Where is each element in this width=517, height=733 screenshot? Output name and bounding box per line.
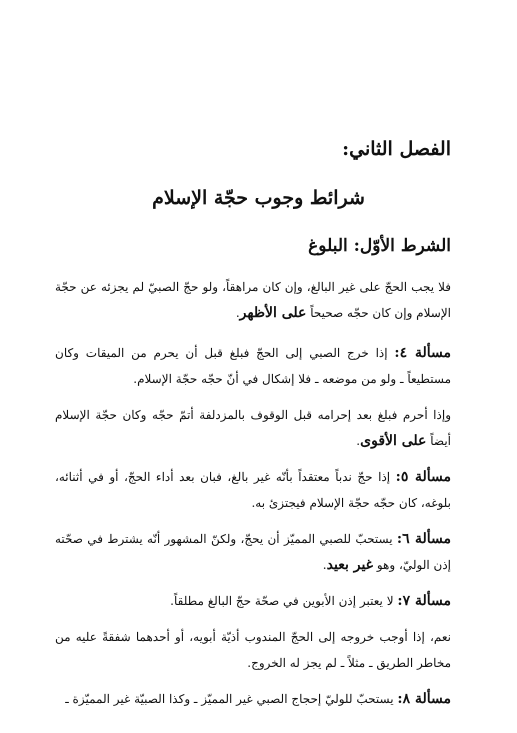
paragraph-text: وإذا أحرم فبلغ بعد إحرامه قبل الوقوف بالمزدلفة أتمّ حجّه وكان حجّة الإسلام أيضاً (55, 408, 451, 448)
paragraph-intro: فلا يجب الحجّ على غير البالغ، وإن كان مراهقاً، ولو حجّ الصبيّ لم يجزئه عن حجّة الإسلام وإن كان حجّه صحيحاً على الأظهر. (55, 280, 451, 321)
paragraph-text: إذا حجّ ندباً معتقداً بأنّه غير بالغ، فبان بعد أداء الحجّ، أو في أثنائه، بلوغه، كان حجّه حجّة الإسلام فيجتزئ به. (55, 470, 451, 510)
subsection-title: الشرط الأوّل: البلوغ (308, 236, 451, 256)
paragraph-text: يستحبّ للصبي المميّز أن يحجّ، ولكنّ المشهور أنّه يشترط في صحّته إذن الوليّ، وهو (55, 532, 451, 572)
issue-7 (55, 588, 451, 614)
paragraph-text: يستحبّ للوليّ إحجاج الصبي غير المميّز ـ وكذا الصبيّة غير المميّزة ـ (65, 692, 394, 706)
chapter-title: الفصل الثاني: (342, 138, 451, 160)
issue-5 (55, 464, 451, 516)
section-title: شرائط وجوب حجّة الإسلام (152, 187, 365, 209)
paragraph-note (55, 624, 451, 676)
issue-4 (55, 340, 451, 392)
issue-label: مسألة ٤: (394, 345, 451, 361)
issue-label: مسألة ٦: (396, 531, 451, 547)
paragraph-text: لا يعتبر إذن الأبوين في صحّة حجّ البالغ مطلقاً. (170, 594, 394, 608)
issue-label: مسألة ٥: (395, 469, 451, 485)
issue-label: مسألة ٨: (397, 691, 451, 707)
paragraph-text: نعم، إذا أوجب خروجه إلى الحجّ المندوب أذيّة أبويه، أو أحدهما شفقةً عليه من مخاطر الطريق ـ مثلاً ـ لم يجز له الخروج. (55, 630, 452, 670)
paragraph-emphasis: على الأقوى (360, 433, 427, 449)
issue-label: مسألة ٧: (397, 593, 451, 609)
paragraph-text: فلا يجب الحجّ على غير البالغ، وإن كان مراهقاً، ولو حجّ الصبيّ لم يجزئه عن حجّة الإسلام وإن كان حجّه صحيحاً (55, 280, 451, 320)
paragraph-text: إذا خرج الصبي إلى الحجّ فبلغ قبل أن يحرم من الميقات وكان مستطيعاً ـ ولو من موضعه ـ فلا إشكال في أنّ حجّه حجّة الإسلام. (55, 346, 451, 386)
paragraph-continuation: وإذا أحرم فبلغ بعد إحرامه قبل الوقوف بالمزدلفة أتمّ حجّه وكان حجّة الإسلام أيضاً على الأقوى. (55, 408, 451, 449)
paragraph-emphasis: على الأظهر (239, 305, 307, 321)
paragraph-emphasis: غير بعيد (326, 557, 373, 573)
issue-6: مسألة ٦: يستحبّ للصبي المميّز أن يحجّ، ولكنّ المشهور أنّه يشترط في صحّته إذن الوليّ، وهو غير بعيد. (55, 531, 451, 573)
issue-8 (55, 686, 451, 712)
